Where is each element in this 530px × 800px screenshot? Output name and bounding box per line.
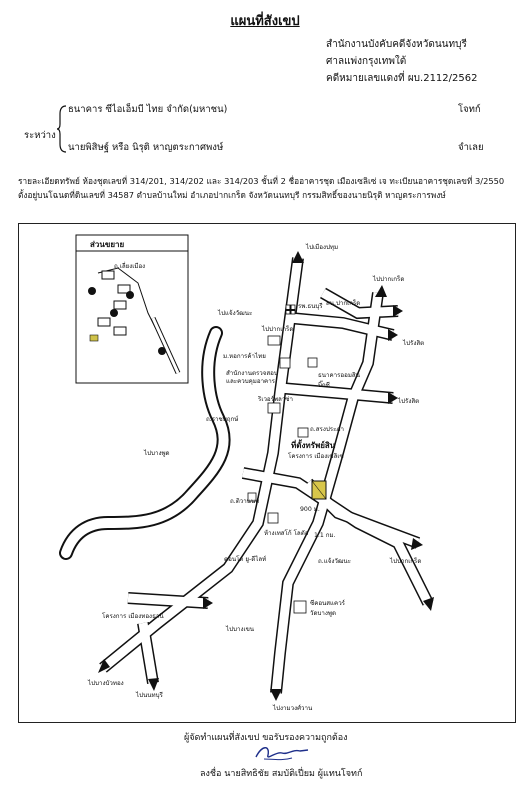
label-to-pakkret-top: ไปปากเกร็ด	[373, 276, 405, 283]
signatory-text: ลงชื่อ นายสิทธิชัย สมบัติเปี่ยม ผู้แทนโจทก์	[200, 769, 363, 779]
label-to-ngamwongwan: ไปงามวงศ์วาน	[273, 705, 313, 712]
label-to-rangsit2: ไปรังสิต	[398, 398, 420, 405]
map-title: แผนที่สังเขป	[230, 14, 300, 29]
property-description-line2: ตั้งอยู่บนโฉนดที่ดินเลขที่ 34587 ตำบลบ้านใหม่ อำเภอปากเกร็ด จังหวัดนนทบุรี กรรมสิทธิ์ของนายนิรุติ หาญตระการพงษ์	[18, 190, 446, 200]
label-market: ซีคอนสแควร์	[310, 600, 345, 607]
case-number: คดีหมายเลขแดงที่ ผบ.2112/2562	[326, 73, 478, 84]
label-distance1: 900 ม.	[300, 506, 320, 513]
label-project: โครงการ เมืองเซลิเซ่	[288, 453, 344, 460]
label-road-chaeng: ถ.แจ้งวัฒนะ	[318, 558, 351, 565]
label-bank2: บิ๊กซี	[318, 382, 330, 389]
label-river-mall: ริเวอร์พลาซ่า	[258, 396, 293, 403]
certification-text: ผู้จัดทำแผนที่สังเขป ขอรับรองความถูกต้อง	[184, 733, 348, 743]
defendant-name: นายพิสิษฐ์ หรือ นิรุติ หาญตระกาศพงษ์	[68, 142, 224, 153]
court-name: ศาลแพ่งกรุงเทพใต้	[326, 56, 407, 67]
label-road-rama: ถ.ราชพฤกษ์	[206, 416, 239, 423]
office-name: สำนักงานบังคับคดีจังหวัดนนทบุรี	[326, 39, 467, 50]
defendant-role: จำเลย	[458, 142, 484, 153]
label-to-pakkret-bottom: ไปปากเกร็ด	[390, 558, 422, 565]
label-gov-office: สำนักงานตรวจสอบ	[226, 370, 278, 377]
label-project-bottom: โครงการ เมืองทองธานี	[102, 613, 164, 620]
label-hospital: รพ.ธนบุรี	[298, 303, 323, 310]
label-village: คอนโด ยู-ดีไลท์	[224, 556, 267, 563]
plaintiff-name: ธนาคาร ซีไอเอ็มบี ไทย จำกัด(มหาชน)	[68, 104, 228, 115]
label-to-bangkhen: ไปบางเขน	[226, 626, 255, 633]
label-school: ม.หอการค้าไทย	[223, 353, 266, 360]
label-police: สน.ปากเกร็ด	[326, 300, 361, 307]
label-bank: ธนาคารออมสิน	[318, 372, 360, 379]
label-to-pathum: ไปเมืองปทุม	[306, 244, 339, 251]
label-to-nonthaburi: ไปนนทบุรี	[136, 692, 163, 699]
between-label: ระหว่าง	[24, 130, 56, 141]
label-lotus: ห้างเทสโก้ โลตัส	[264, 530, 309, 537]
label-to-rangsit: ไปรังสิต	[403, 340, 425, 347]
label-distance2: 1.1 กม.	[314, 532, 336, 539]
label-alley: ถ.สรงประภา	[310, 426, 344, 433]
plaintiff-role: โจทก์	[458, 104, 481, 115]
label-to-bangbua: ไปบางบัวทอง	[88, 680, 124, 687]
inset-map	[76, 235, 188, 383]
property-description-line1: รายละเอียดทรัพย์ ห้องชุดเลขที่ 314/201, 314/202 และ 314/203 ชั้นที่ 2 ชื่ออาคารชุด เมืองเซลิเซ่ เจ ทะเบียนอาคารชุดเลขที่ 3/2550	[18, 176, 505, 186]
label-gov-office2: และควบคุมอาคาร	[226, 378, 275, 385]
brace-icon	[56, 104, 68, 154]
label-to-chaeng: ไปแจ้งวัฒนะ	[218, 310, 253, 317]
label-road-main: ถ.ติวานนท์	[230, 498, 260, 505]
inset-title: ส่วนขยาย	[90, 240, 125, 249]
signature-mark	[252, 741, 312, 765]
label-inset-road: ถ.เลี่ยงเมือง	[114, 263, 146, 270]
label-property: ที่ตั้งทรัพย์สิน	[291, 441, 336, 450]
label-temple: วัดบางพูด	[310, 610, 337, 617]
label-to-pakkret-right: ไปปากเกร็ด	[262, 326, 294, 333]
map-area	[18, 223, 516, 723]
label-to-bangkok: ไปบางพูด	[144, 450, 170, 457]
